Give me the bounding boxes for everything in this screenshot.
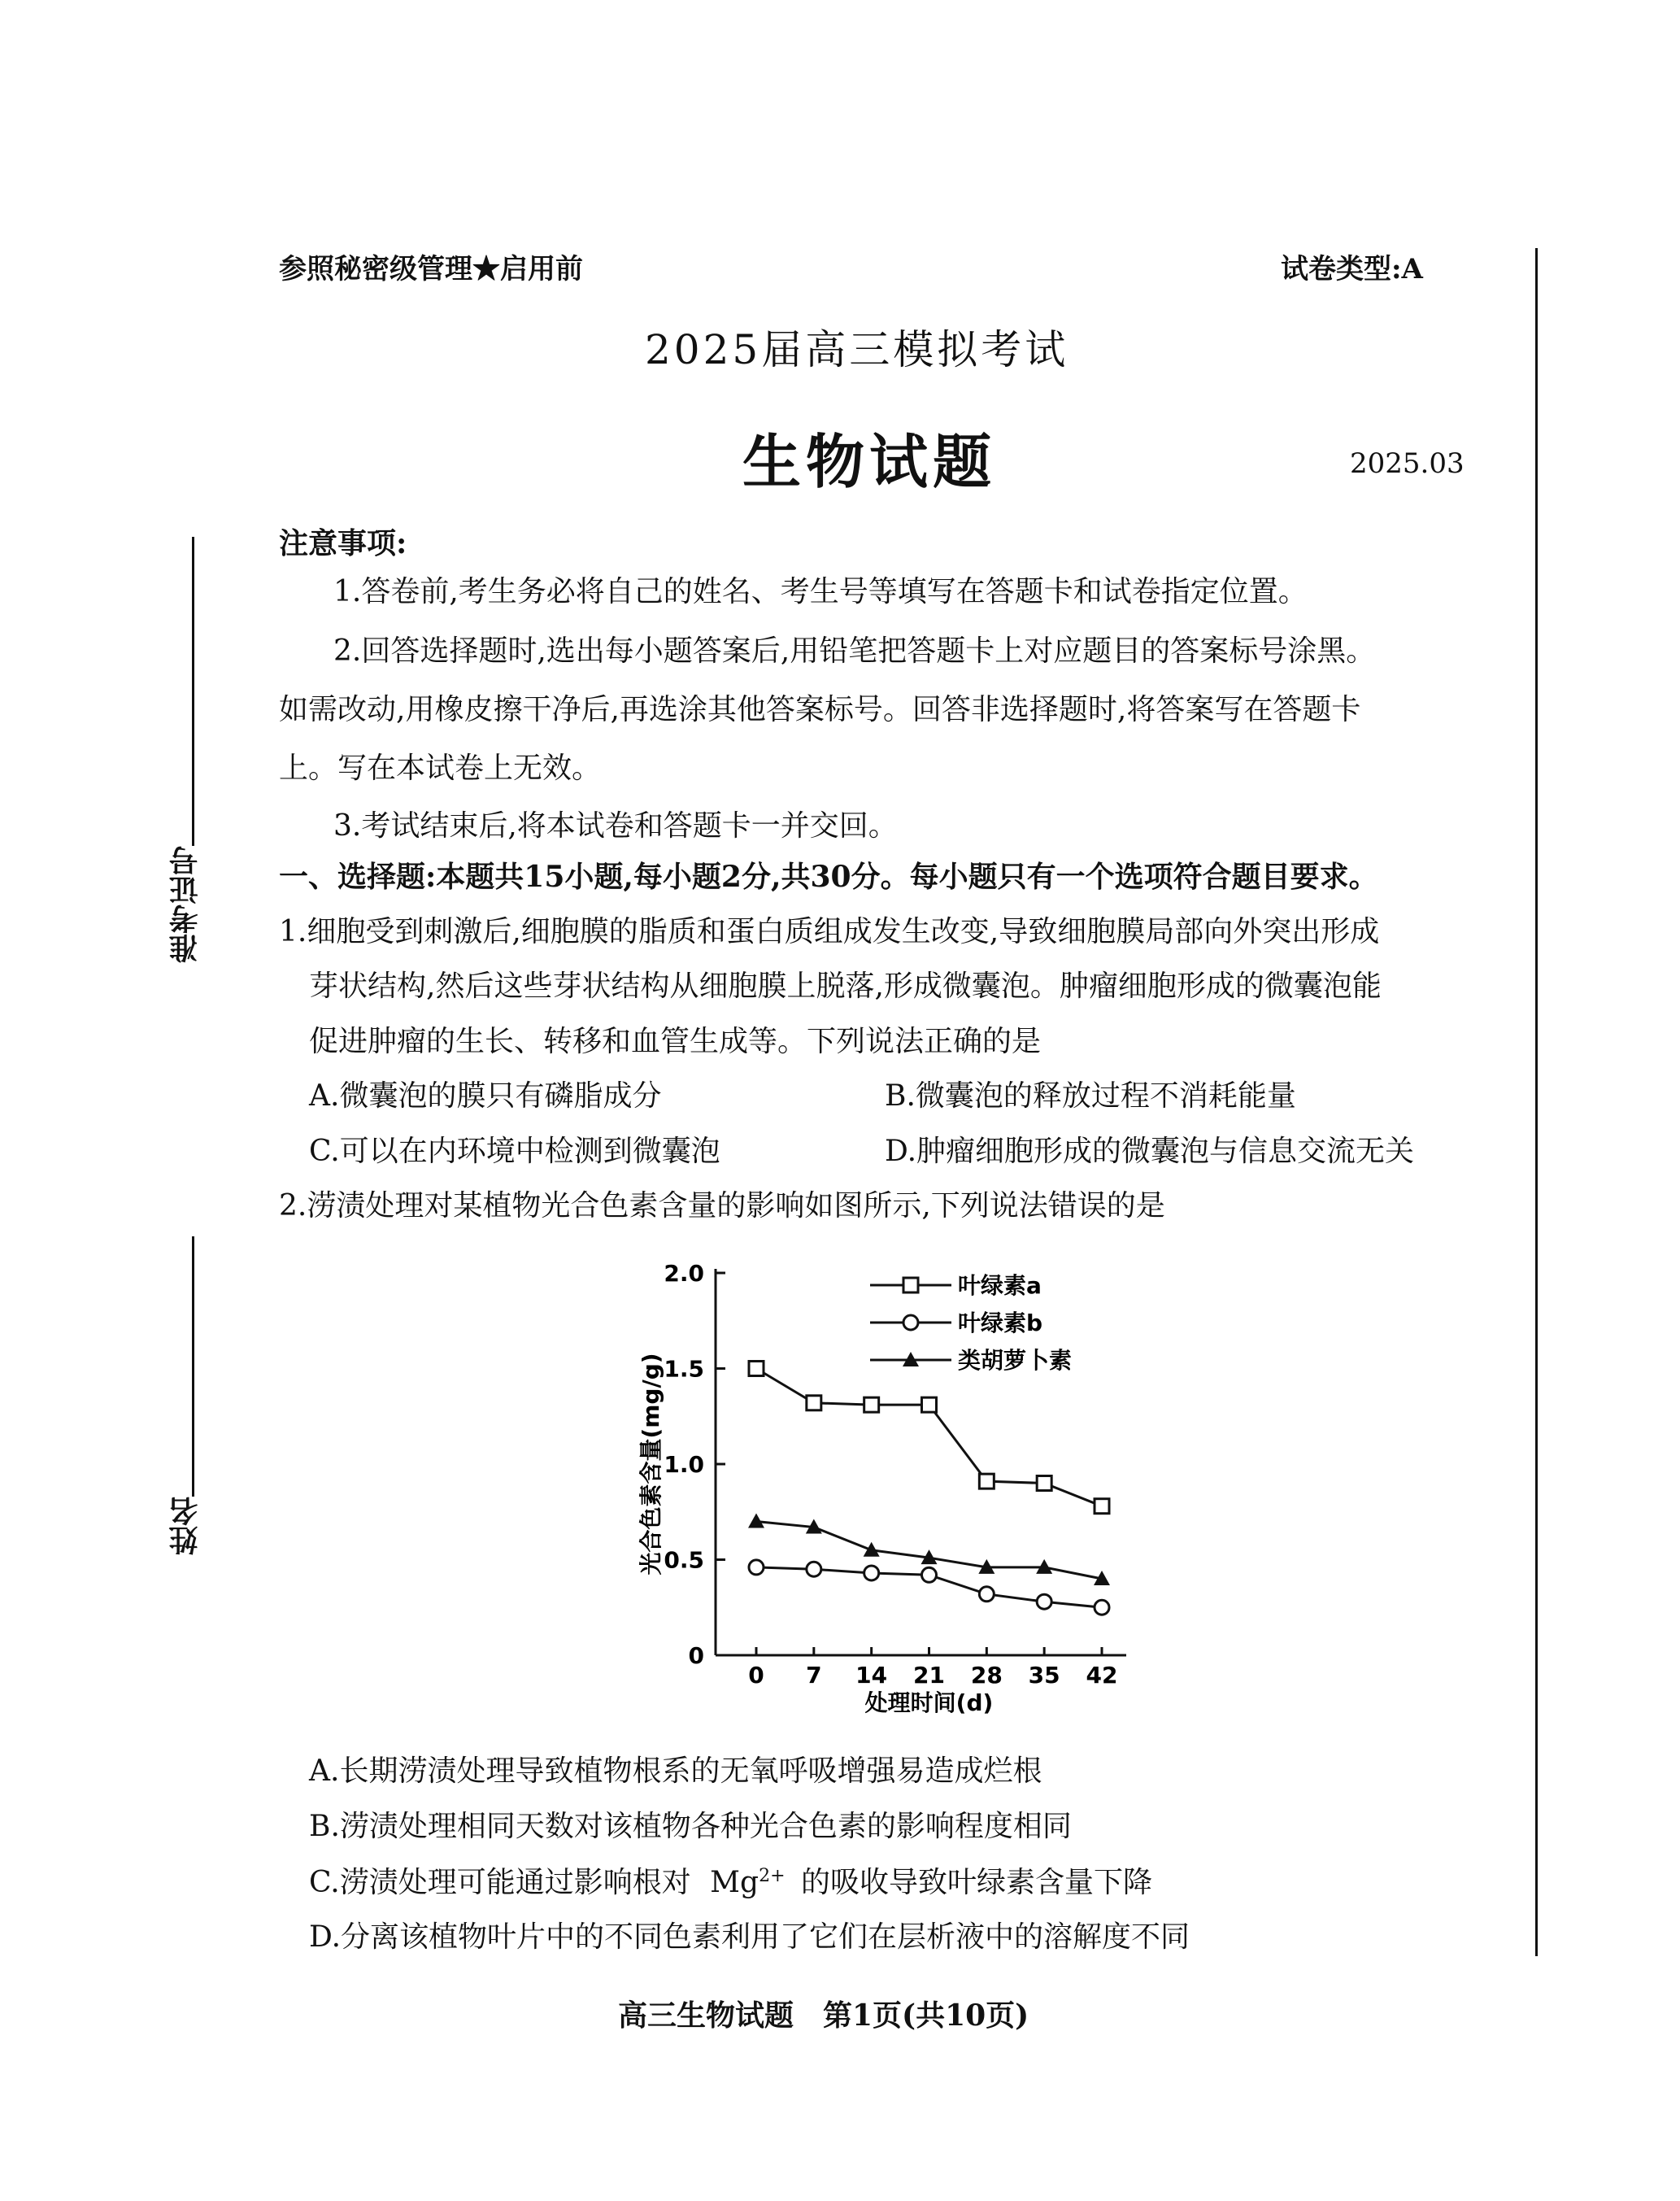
x-tick-label: 14 — [855, 1662, 888, 1689]
q1-option-c: C.可以在内环境中检测到微囊泡 — [309, 1135, 720, 1168]
series-0 — [749, 1362, 1109, 1514]
y-tick-label: 2.0 — [664, 1260, 704, 1287]
q1-option-a: A.微囊泡的膜只有磷脂成分 — [309, 1079, 662, 1113]
data-point-square — [1037, 1476, 1051, 1491]
data-point-circle — [1037, 1594, 1051, 1609]
exam-title: 2025届高三模拟考试 — [645, 326, 1069, 373]
data-point-square — [807, 1396, 821, 1410]
x-tick-label: 35 — [1028, 1662, 1060, 1689]
q2-option-c-charge: 2+ — [759, 1866, 786, 1886]
data-point-circle — [903, 1315, 918, 1330]
x-tick-label: 42 — [1086, 1662, 1118, 1689]
q1-option-d: D.肿瘤细胞形成的微囊泡与信息交流无关 — [885, 1135, 1415, 1168]
y-tick-label: 1.0 — [664, 1451, 704, 1478]
data-point-square — [749, 1362, 764, 1376]
data-point-triangle — [748, 1514, 764, 1528]
data-point-square — [979, 1474, 994, 1488]
y-tick-label: 0.5 — [664, 1546, 704, 1574]
data-point-square — [903, 1278, 918, 1292]
data-point-square — [864, 1397, 879, 1412]
q2-option-d: D.分离该植物叶片中的不同色素利用了它们在层析液中的溶解度不同 — [309, 1920, 1190, 1954]
notice-heading: 注意事项: — [279, 526, 407, 560]
confidentiality-label: 参照秘密级管理★启用前 — [279, 253, 583, 285]
exam-date: 2025.03 — [1350, 447, 1465, 480]
data-point-circle — [1095, 1600, 1109, 1615]
q2-option-c-post: 的吸收导致叶绿素含量下降 — [800, 1866, 1152, 1899]
q2-option-b: B.涝渍处理相同天数对该植物各种光合色素的影响程度相同 — [309, 1810, 1072, 1843]
x-tick-label: 28 — [970, 1662, 1003, 1689]
pigment-line-chart — [626, 1249, 1147, 1737]
name-line — [192, 1236, 194, 1497]
q1-option-b: B.微囊泡的释放过程不消耗能量 — [885, 1079, 1296, 1113]
exam-id-line — [192, 537, 194, 846]
q1-line-3: 促进肿瘤的生长、转移和血管生成等。下列说法正确的是 — [309, 1025, 1042, 1058]
legend-entry — [870, 1272, 1042, 1299]
q2-option-c-pre: C.涝渍处理可能通过影响根对 — [309, 1866, 691, 1899]
y-tick-label: 1.5 — [664, 1355, 704, 1383]
y-tick-label: 0 — [688, 1642, 704, 1669]
legend-entry — [870, 1347, 1072, 1374]
x-axis-label: 处理时间(d) — [864, 1689, 994, 1716]
name-label: 姓名 — [168, 1497, 202, 1555]
data-point-circle — [749, 1560, 764, 1575]
x-tick-label: 7 — [806, 1662, 822, 1689]
notice-item-2-cont: 如需改动,用橡皮擦干净后,再选涂其他答案标号。回答非选择题时,将答案写在答题卡 — [279, 693, 1361, 726]
legend-label: 叶绿素b — [958, 1310, 1043, 1336]
q2-stem: 2.涝渍处理对某植物光合色素含量的影响如图所示,下列说法错误的是 — [279, 1189, 1165, 1223]
notice-item-1: 1.答卷前,考生务必将自己的姓名、考生号等填写在答题卡和试卷指定位置。 — [333, 575, 1308, 608]
legend-label: 叶绿素a — [958, 1272, 1042, 1299]
data-point-circle — [807, 1562, 821, 1576]
q2-option-c — [309, 1868, 1152, 1898]
q2-option-c-ion: Mg — [710, 1866, 759, 1899]
data-point-square — [922, 1397, 937, 1412]
notice-item-3: 3.考试结束后,将本试卷和答题卡一并交回。 — [333, 809, 898, 843]
section-1-heading: 一、选择题:本题共15小题,每小题2分,共30分。每小题只有一个选项符合题目要求。 — [279, 860, 1378, 894]
subject-title: 生物试题 — [742, 427, 997, 496]
legend-label: 类胡萝卜素 — [958, 1347, 1073, 1374]
legend-entry — [870, 1310, 1042, 1336]
x-tick-label: 0 — [748, 1662, 764, 1689]
exam-id-label: 准考证号 — [168, 846, 202, 963]
data-point-circle — [864, 1566, 879, 1580]
right-margin-rule — [1535, 248, 1538, 1956]
notice-item-2: 2.回答选择题时,选出每小题答案后,用铅笔把答题卡上对应题目的答案标号涂黑。 — [333, 634, 1376, 668]
q1-line-1: 1.细胞受到刺激后,细胞膜的脂质和蛋白质组成发生改变,导致细胞膜局部向外突出形成 — [279, 915, 1380, 948]
paper-type-label: 试卷类型:A — [1281, 253, 1423, 285]
q2-option-a: A.长期涝渍处理导致植物根系的无氧呼吸增强易造成烂根 — [309, 1754, 1042, 1788]
x-tick-label: 21 — [913, 1662, 945, 1689]
series-1 — [749, 1560, 1109, 1615]
data-point-square — [1095, 1499, 1109, 1514]
data-point-triangle — [864, 1542, 880, 1557]
page-footer: 高三生物试题 第1页(共10页) — [618, 1998, 1029, 2033]
y-axis-label: 光合色素含量(mg/g) — [638, 1353, 664, 1576]
data-point-circle — [922, 1567, 937, 1582]
q1-line-2: 芽状结构,然后这些芽状结构从细胞膜上脱落,形成微囊泡。肿瘤细胞形成的微囊泡能 — [309, 970, 1382, 1003]
notice-item-2-end: 上。写在本试卷上无效。 — [279, 752, 602, 785]
data-point-circle — [979, 1587, 994, 1602]
